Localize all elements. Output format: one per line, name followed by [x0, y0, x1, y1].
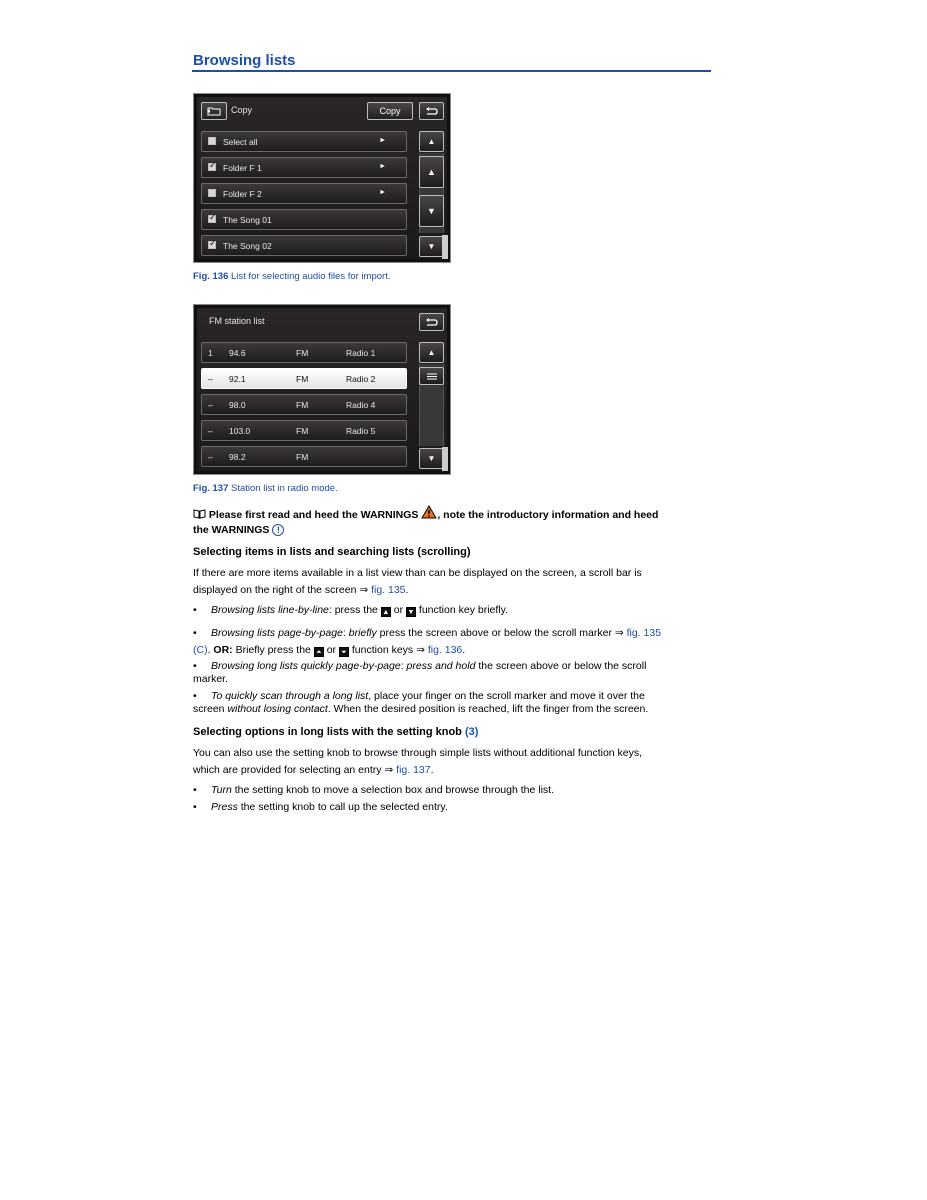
checkmark-icon: ✓	[209, 160, 217, 170]
fig137-header	[201, 312, 443, 333]
s2b2-em: Press	[211, 801, 238, 813]
list-item[interactable]	[201, 235, 407, 256]
b2-em2: briefly	[348, 627, 377, 639]
fig136-scroll-track[interactable]	[419, 153, 444, 233]
fig137-return-button[interactable]	[419, 313, 444, 331]
arrow-down-key-icon: ▼	[407, 609, 415, 616]
b3-b: marker.	[193, 673, 229, 685]
fig135-link[interactable]: fig. 135	[626, 627, 662, 639]
list-item: • To quickly scan through a long list, place your finger on the scroll marker and move it over the screen without losing contact. When the desired position is reached, lift the finger from the screen.	[193, 690, 649, 715]
station-freq: 98.2	[229, 452, 246, 462]
setting-knob-ref-link[interactable]: (3)	[464, 726, 479, 738]
checkbox[interactable]	[208, 189, 216, 197]
b4-a: , place your finger on the scroll marker and move it over the	[368, 690, 645, 702]
station-band: FM	[296, 426, 309, 436]
station-freq: 103.0	[229, 426, 251, 436]
info-circle-icon[interactable]: !	[272, 524, 284, 536]
b2-b: Briefly press the	[232, 644, 314, 656]
station-name: Radio 1	[346, 348, 376, 358]
list-item-label: The Song 01	[223, 215, 272, 225]
checkmark-icon: ✓	[209, 212, 217, 222]
fig137-caption	[193, 483, 338, 494]
b1-b: function key briefly.	[416, 604, 509, 616]
fig136-return-button[interactable]	[419, 102, 444, 120]
play-arrow-icon: ►	[379, 163, 386, 170]
station-num: –	[208, 426, 213, 436]
return-icon	[425, 107, 438, 116]
list-item[interactable]	[201, 209, 407, 230]
b2-a: press the screen above or below the scroll marker ⇒	[376, 627, 627, 639]
station-num: –	[208, 374, 213, 384]
section1-intro-b: displayed on the right of the screen ⇒	[193, 584, 372, 596]
fig137-caption-num: Fig. 137	[193, 483, 229, 494]
list-item[interactable]	[201, 131, 407, 152]
section2-intro-a: You can also use the setting knob to browse through simple lists without additional function keys,	[193, 747, 643, 759]
station-row[interactable]	[201, 368, 407, 389]
station-freq: 92.1	[229, 374, 246, 384]
station-num: –	[208, 452, 213, 462]
station-row[interactable]	[201, 394, 407, 415]
checkmark-icon: ✓	[209, 238, 217, 248]
station-band: FM	[296, 374, 309, 384]
warning-text-1: Please first read and heed the WARNINGS	[208, 509, 419, 521]
fig136-scroll-up-button[interactable]: ▲	[419, 131, 444, 152]
b3-em: Browsing long lists quickly page-by-page	[211, 660, 401, 672]
fig137-caption-text: Station list in radio mode.	[228, 483, 338, 494]
fig136-page-up-button[interactable]: ▲	[419, 156, 444, 188]
list-item-label: Select all	[223, 137, 258, 147]
list-item[interactable]	[201, 183, 407, 204]
section2-heading-text: Selecting options in long lists with the setting knob	[193, 726, 465, 738]
warning-text-2: , note the introductory information and heed	[437, 509, 659, 521]
section1-intro	[193, 565, 718, 599]
section2-intro-b: which are provided for selecting an entry ⇒	[193, 764, 397, 776]
page-up-key-icon: ⏶	[314, 647, 324, 657]
play-arrow-icon: ►	[379, 137, 386, 144]
fig136-caption-num: Fig. 136	[193, 271, 229, 282]
b1-a: : press the	[328, 604, 381, 616]
list-item-label: The Song 02	[223, 241, 272, 251]
fig136-caption	[193, 271, 390, 282]
b3-em2: press and hold	[406, 660, 476, 672]
list-item: • Turn the setting knob to move a selection box and browse through the list.	[193, 784, 555, 796]
warning-note	[193, 505, 718, 538]
list-item: • Press the setting knob to call up the selected entry.	[193, 801, 448, 813]
checkbox[interactable]	[208, 160, 217, 171]
station-band: FM	[296, 348, 309, 358]
b4-c: . When the desired position is reached, lift the finger from the screen.	[327, 703, 649, 715]
s2b1-a: the setting knob to move a selection box and browse through the list.	[231, 784, 555, 796]
fig137-scroll-track[interactable]	[419, 364, 444, 446]
list-item: • Browsing long lists quickly page-by-page: press and hold the screen above or below the scroll marker.	[193, 660, 647, 685]
fig137-header-label: FM station list	[209, 316, 265, 326]
station-name: Radio 5	[346, 426, 376, 436]
b1-or: or	[390, 604, 406, 616]
b4-em2: without losing contact	[227, 703, 328, 715]
b2-end: .	[462, 644, 466, 656]
list-item-label: Folder F 1	[223, 163, 262, 173]
b2-em: Browsing lists page-by-page	[211, 627, 343, 639]
section1-intro-a: If there are more items available in a list view than can be displayed on the screen, a scroll bar is	[193, 567, 642, 579]
section2-intro	[193, 745, 718, 779]
warning-text-3: the WARNINGS	[193, 524, 270, 536]
fig136-back-folder-button[interactable]	[201, 102, 227, 120]
s2b2-a: the setting knob to call up the selected entry.	[237, 801, 448, 813]
page-down-key-icon: ⏷	[339, 647, 349, 657]
fig136-tag	[442, 235, 448, 259]
arrow-up-key-icon: ▲	[382, 609, 390, 616]
fig136-header	[201, 101, 443, 122]
station-band: FM	[296, 400, 309, 410]
checkbox[interactable]	[208, 212, 217, 223]
return-icon	[425, 318, 438, 327]
book-icon	[193, 509, 206, 519]
fig136-screen	[193, 93, 451, 263]
section2-intro-end: .	[430, 764, 434, 776]
station-name: Radio 2	[346, 374, 376, 384]
list-item: • Browsing lists page-by-page: briefly press the screen above or below the scroll marker ⇒ fig. 135 (C). OR: Briefly press the ⏶ or ⏷ function keys ⇒ fig. 136.	[193, 627, 662, 656]
fig136-page-down-button[interactable]: ▼	[419, 195, 444, 227]
page-title: Browsing lists	[193, 52, 296, 69]
play-arrow-icon: ►	[379, 189, 386, 196]
fig136-copy-button[interactable]	[367, 102, 413, 120]
station-row[interactable]	[201, 420, 407, 441]
b2-or-bold: OR:	[213, 644, 233, 656]
station-name: Radio 4	[346, 400, 376, 410]
station-row[interactable]	[201, 446, 407, 467]
scroll-marker-icon	[427, 373, 437, 380]
section1-intro-end: .	[405, 584, 409, 596]
s2b1-em: Turn	[211, 784, 232, 796]
section1-heading: Selecting items in lists and searching lists (scrolling)	[193, 546, 471, 558]
b1-em: Browsing lists line-by-line	[211, 604, 329, 616]
fig135c-link[interactable]: (C)	[193, 644, 208, 656]
b2-c: function keys ⇒	[348, 644, 428, 656]
list-item: • Browsing lists line-by-line: press the ▲ or ▼ function key briefly.	[193, 604, 509, 616]
fig136-link[interactable]: fig. 136	[427, 644, 463, 656]
station-freq: 94.6	[229, 348, 246, 358]
title-rule	[192, 70, 711, 72]
copy-button-label: Copy	[379, 106, 401, 116]
checkbox[interactable]	[208, 238, 217, 249]
list-item-label: Folder F 2	[223, 189, 262, 199]
fig137-scroll-down-button[interactable]: ▼	[419, 448, 444, 469]
b3-a: the screen above or below the scroll	[475, 660, 647, 672]
list-item[interactable]	[201, 157, 407, 178]
station-row[interactable]	[201, 342, 407, 363]
fig137-link[interactable]: fig. 137	[396, 764, 431, 776]
station-num: –	[208, 400, 213, 410]
b4-em: To quickly scan through a long list	[211, 690, 369, 702]
fig137-tag	[442, 447, 448, 471]
b4-b: screen	[193, 703, 228, 715]
fig136-scroll-down-button[interactable]: ▼	[419, 236, 444, 257]
section2-heading	[193, 726, 478, 738]
station-band: FM	[296, 452, 309, 462]
fig135-link[interactable]: fig. 135	[371, 584, 406, 596]
b2-colon: :	[342, 627, 349, 639]
station-num: 1	[208, 348, 213, 358]
checkbox[interactable]	[208, 137, 216, 145]
b2-or: or	[323, 644, 339, 656]
fig137-screen	[193, 304, 451, 475]
warning-triangle-icon[interactable]	[421, 505, 437, 519]
folder-back-icon	[206, 106, 222, 116]
fig137-scroll-marker[interactable]	[419, 367, 444, 385]
fig136-caption-text: List for selecting audio files for import.	[228, 271, 391, 282]
b3-colon: :	[400, 660, 407, 672]
fig136-header-label: Copy	[231, 105, 253, 115]
fig137-scroll-up-button[interactable]: ▲	[419, 342, 444, 363]
b2-dot: .	[207, 644, 214, 656]
station-freq: 98.0	[229, 400, 246, 410]
